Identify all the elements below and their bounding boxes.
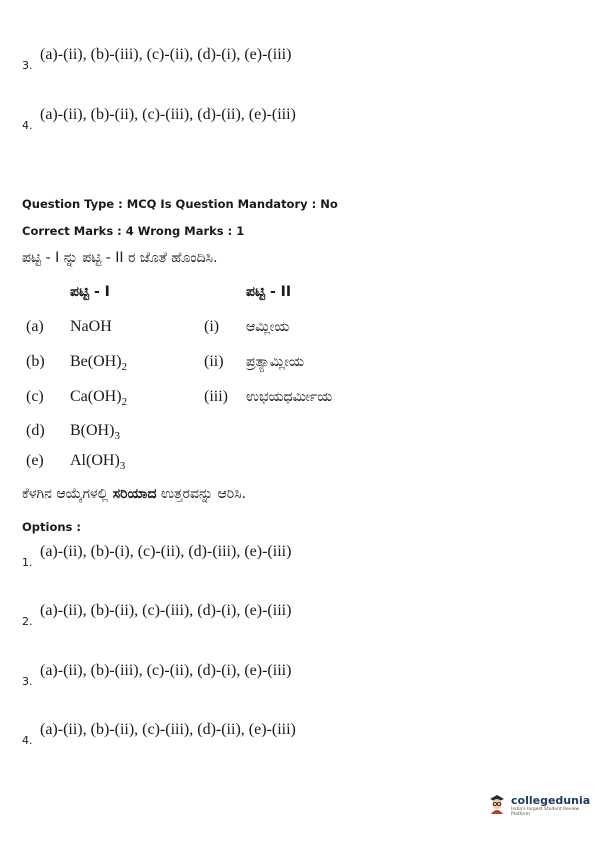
option-text: (a)-(ii), (b)-(ii), (c)-(iii), (d)-(ii), (e)-(iii)	[40, 106, 296, 123]
option-number: 4.	[22, 734, 33, 747]
row-label: (a)	[26, 318, 44, 335]
option-1	[22, 543, 292, 569]
logo-wordmark: collegedunia	[511, 793, 591, 807]
option-text: (a)-(ii), (b)-(iii), (c)-(ii), (d)-(i), (e)-(iii)	[40, 662, 292, 679]
property-text: ಆಮ್ಲೀಯ	[246, 319, 290, 335]
compound: $B(OH)_3$	[70, 422, 120, 443]
option-text: (a)-(ii), (b)-(ii), (c)-(iii), (d)-(ii), (e)-(iii)	[40, 721, 296, 738]
row-label: (b)	[26, 353, 45, 370]
list1-heading: ಪಟ್ಟಿ - I	[70, 284, 110, 300]
option-text: (a)-(ii), (b)-(ii), (c)-(iii), (d)-(i), (e)-(iii)	[40, 602, 292, 619]
option-2	[22, 602, 292, 628]
prev-option-4	[22, 106, 296, 132]
emphasis-correct: ಸರಿಯಾದ	[112, 486, 157, 502]
options-label: Options :	[22, 520, 81, 534]
property-number: (iii)	[204, 388, 228, 405]
option-number: 2.	[22, 615, 33, 628]
option-text: (a)-(ii), (b)-(iii), (c)-(ii), (d)-(i), (e)-(iii)	[40, 46, 292, 63]
compound: NaOH	[70, 318, 112, 335]
student-mascot-icon	[487, 792, 507, 818]
option-text: (a)-(ii), (b)-(i), (c)-(ii), (d)-(iii), (e)-(iii)	[40, 543, 292, 560]
compound: $Al(OH)_3$	[70, 452, 126, 473]
option-number: 1.	[22, 556, 33, 569]
question-instruction: ಪಟ್ಟಿ - I ನ್ನು ಪಟ್ಟಿ - II ರ ಜೊತೆ ಹೊಂದಿಸಿ.	[22, 250, 218, 266]
option-4	[22, 721, 296, 747]
prev-option-3	[22, 46, 292, 72]
compound: $Be(OH)_2$	[70, 353, 128, 374]
collegedunia-logo	[487, 792, 595, 818]
property-number: (ii)	[204, 353, 224, 370]
row-label: (c)	[26, 388, 44, 405]
row-label: (d)	[26, 422, 45, 439]
option-number: 3.	[22, 675, 33, 688]
list2-heading: ಪಟ್ಟಿ - II	[246, 284, 292, 300]
option-number: 4.	[22, 119, 33, 132]
logo-tagline: India's largest Student Review Platform	[511, 806, 580, 817]
property-text: ಪ್ರತ್ಯಾಮ್ಲೀಯ	[246, 354, 304, 370]
row-label: (e)	[26, 452, 44, 469]
compound: $Ca(OH)_2$	[70, 388, 128, 409]
question-prompt: ಕೆಳಗಿನ ಆಯ್ಕೆಗಳಲ್ಲಿ ಸರಿಯಾದ ಉತ್ತರವನ್ನು ಆರಿಸಿ.	[22, 486, 247, 502]
question-type-line: Question Type : MCQ Is Question Mandatory : No	[22, 197, 338, 211]
option-number: 3.	[22, 59, 33, 72]
property-number: (i)	[204, 318, 220, 335]
option-3	[22, 662, 292, 688]
marks-line: Correct Marks : 4 Wrong Marks : 1	[22, 224, 245, 238]
property-text: ಉಭಯಧರ್ಮೀಯ	[246, 389, 333, 405]
